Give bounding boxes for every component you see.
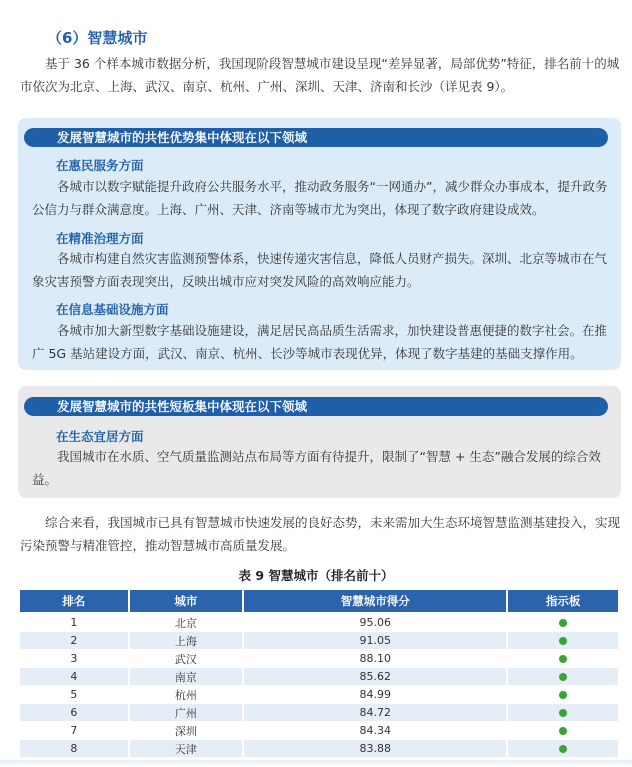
cell-city: 北京 — [129, 613, 244, 632]
green-dot-icon — [559, 691, 567, 699]
cell-indicator — [507, 632, 619, 650]
green-dot-icon — [559, 709, 567, 717]
table-row — [19, 613, 619, 632]
green-dot-icon — [559, 637, 567, 645]
text-infrastructure: 各城市加大新型数字基础设施建设，满足居民高品质生活需求，加快建设普惠便捷的数字社会。在推广 5G 基站建设方面，武汉、南京、杭州、长沙等城市表现优异，体现了数字基建的基础支撑作用。 — [32, 323, 608, 361]
advantage-banner: 发展智慧城市的共性优势集中体现在以下领域 — [24, 128, 608, 147]
weakness-banner: 发展智慧城市的共性短板集中体现在以下领域 — [24, 397, 608, 416]
cell-score: 84.72 — [243, 704, 507, 722]
green-dot-icon — [559, 745, 567, 753]
cell-score: 84.34 — [243, 722, 507, 740]
table-header-row — [19, 589, 619, 613]
green-dot-icon — [559, 727, 567, 735]
cell-rank: 6 — [19, 704, 129, 722]
cell-indicator — [507, 686, 619, 704]
header-rank: 排名 — [19, 589, 129, 613]
cell-city: 南京 — [129, 668, 244, 686]
table-row — [19, 650, 619, 668]
table-row — [19, 686, 619, 704]
table-row — [19, 722, 619, 740]
text-governance: 各城市构建自然灾害监测预警体系，快速传递灾害信息，降低人员财产损失。深圳、北京等城市在气象灾害预警方面表现突出，反映出城市应对突发风险的高效响应能力。 — [32, 251, 608, 289]
cell-score: 84.99 — [243, 686, 507, 704]
cell-rank: 2 — [19, 632, 129, 650]
table-row — [19, 668, 619, 686]
header-city: 城市 — [129, 589, 244, 613]
green-dot-icon — [559, 619, 567, 627]
table-caption: 表 9 智慧城市（排名前十） — [238, 568, 394, 583]
cell-score: 91.05 — [243, 632, 507, 650]
cell-rank: 4 — [19, 668, 129, 686]
green-dot-icon — [559, 655, 567, 663]
ranking-table — [18, 588, 620, 758]
cell-score: 88.10 — [243, 650, 507, 668]
page-bottom-fade — [0, 760, 632, 767]
text-ecology: 我国城市在水质、空气质量监测站点布局等方面有待提升，限制了“智慧 + 生态”融合发展的综合效益。 — [32, 449, 601, 487]
conclusion-paragraph: 综合来看，我国城市已具有智慧城市快速发展的良好态势，未来需加大生态环境智慧监测基建投入，实现污染预警与精准管控，推动智慧城市高质量发展。 — [20, 515, 621, 553]
cell-city: 杭州 — [129, 686, 244, 704]
cell-score: 83.88 — [243, 740, 507, 758]
cell-city: 广州 — [129, 704, 244, 722]
cell-indicator — [507, 740, 619, 758]
cell-city: 上海 — [129, 632, 244, 650]
cell-city: 天津 — [129, 740, 244, 758]
header-score: 智慧城市得分 — [243, 589, 507, 613]
table-row — [19, 740, 619, 758]
cell-score: 95.06 — [243, 613, 507, 632]
cell-indicator — [507, 704, 619, 722]
subhead-infrastructure: 在信息基础设施方面 — [56, 302, 169, 317]
green-dot-icon — [559, 673, 567, 681]
cell-rank: 5 — [19, 686, 129, 704]
cell-indicator — [507, 722, 619, 740]
table-row — [19, 632, 619, 650]
cell-city: 深圳 — [129, 722, 244, 740]
header-indicator: 指示板 — [507, 589, 619, 613]
table-row — [19, 704, 619, 722]
subhead-public-service: 在惠民服务方面 — [56, 158, 144, 173]
intro-paragraph: 基于 36 个样本城市数据分析，我国现阶段智慧城市建设呈现“差异显著，局部优势”特征，排名前十的城市依次为北京、上海、武汉、南京、杭州、广州、深圳、天津、济南和长沙（详见表 9）。 — [20, 56, 620, 94]
cell-score: 85.62 — [243, 668, 507, 686]
subhead-governance: 在精准治理方面 — [56, 231, 144, 246]
cell-indicator — [507, 613, 619, 632]
cell-indicator — [507, 668, 619, 686]
text-public-service: 各城市以数字赋能提升政府公共服务水平，推动政务服务“一网通办”，减少群众办事成本，提升政务公信力与群众满意度。上海、广州、天津、济南等城市尤为突出，体现了数字政府建设成效。 — [32, 179, 608, 217]
section-title: （6）智慧城市 — [47, 29, 148, 47]
cell-rank: 7 — [19, 722, 129, 740]
cell-rank: 1 — [19, 613, 129, 632]
cell-rank: 8 — [19, 740, 129, 758]
subhead-ecology: 在生态宜居方面 — [56, 429, 144, 444]
cell-indicator — [507, 650, 619, 668]
cell-city: 武汉 — [129, 650, 244, 668]
cell-rank: 3 — [19, 650, 129, 668]
